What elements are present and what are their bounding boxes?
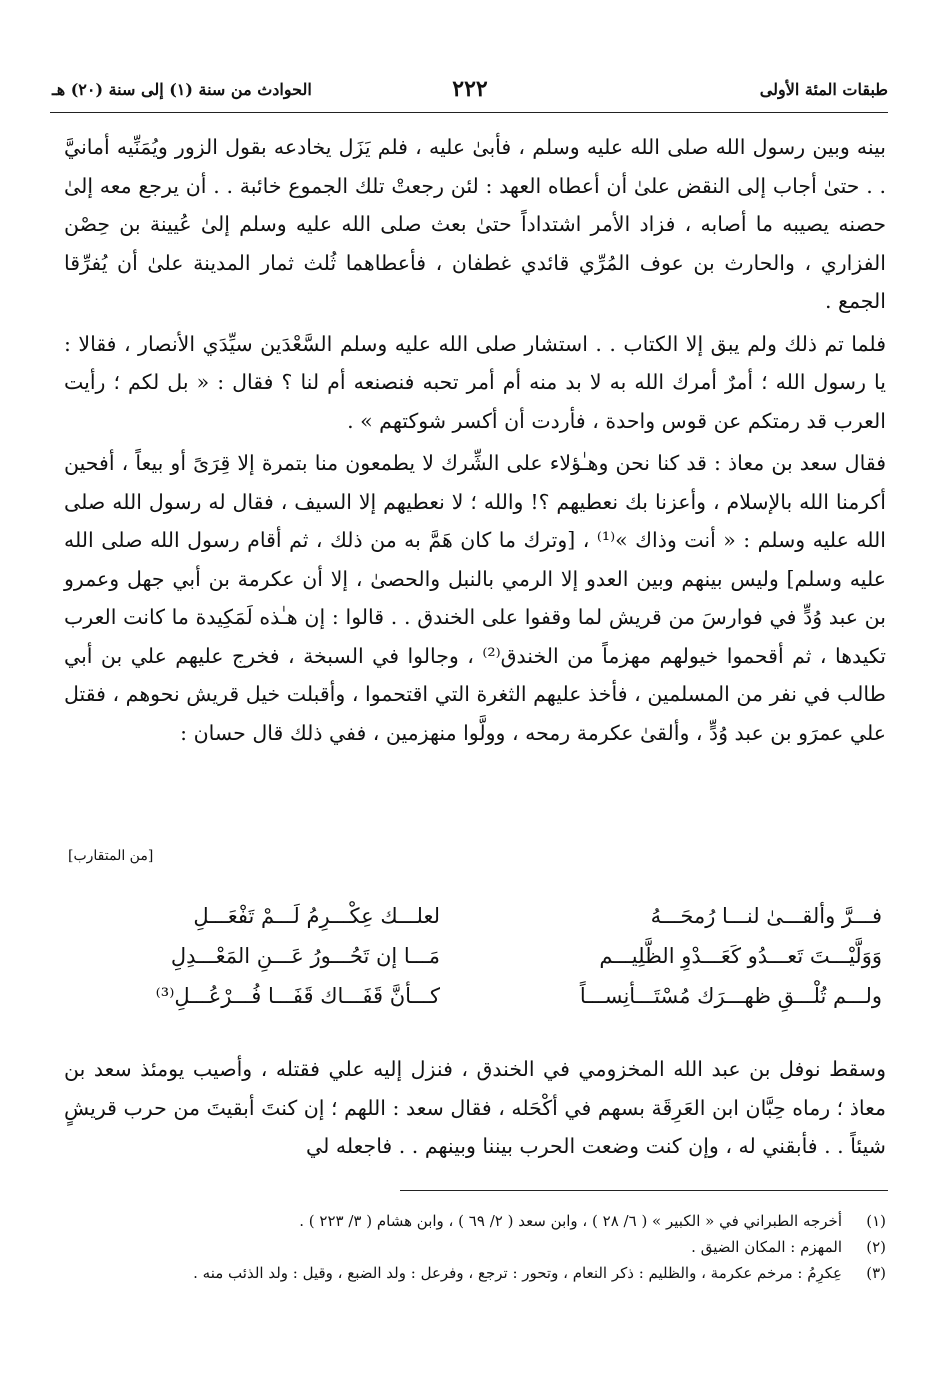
verse-first-hemistich: وَوَلَّيْـــتَ تَعـــدُو كَعَـــدْوِ الظَّلِيـــم	[599, 944, 882, 968]
section-title: الحوادث من سنة (١) إلى سنة (٢٠) هـ	[52, 80, 312, 99]
poem	[80, 896, 882, 1016]
footnote-text: المهزم : المكان الضيق .	[691, 1238, 842, 1256]
closing-text	[64, 1050, 886, 1166]
poem-verse	[80, 976, 882, 1016]
running-header	[52, 76, 888, 110]
verse-first-hemistich: ولـــم تُلْـــقِ ظهـــرَك مُسْتَـــأنِســـاً	[579, 984, 882, 1008]
verse-second-hemistich: مَـــا إن تَحُـــورُ عَـــنِ المَعْـــدِلِ	[170, 944, 440, 968]
paragraph: بينه وبين رسول الله صلى الله عليه وسلم ، فأبىٰ عليه ، فلم يَزَل يخادعه بقول الزور ويُمَنِّيه أمانيَّ . . حتىٰ أجاب إلى النقض علىٰ أن أعطاه العهد : لئن رجعتْ تلك الجموع خائبة . . أن يرجع معه إلىٰ حصنه يصيبه ما أصابه ، فزاد الأمر اشتداداً حتىٰ بعث صلى الله عليه وسلم إلىٰ عُيينة بن حِصْن الفزاري ، والحارث بن عوف المُرِّي قائدي غطفان ، فأعطاهما ثُلث ثمار المدينة علىٰ أن يُفرِّقا الجمع .	[64, 135, 886, 313]
verse-second-hemistich: كـــأنَّ قَفَـــاك قَفَـــا فُـــرْعُـــلِ⁽³⁾	[155, 984, 440, 1008]
poem-verse	[80, 896, 882, 936]
page-number: ٢٢٢	[452, 76, 488, 102]
footnote-rule	[400, 1190, 888, 1191]
poem-verse	[80, 936, 882, 976]
book-title: طبقات المئة الأولى	[759, 80, 888, 99]
footnote	[64, 1208, 886, 1234]
paragraph: وسقط نوفل بن عبد الله المخزومي في الخندق ، فنزل إليه علي فقتله ، وأصيب يومئذ سعد بن معاذ ؛ رماه حِبَّان ابن العَرِقَة بسهم في أكْحَله ، فقال سعد : اللهم ؛ إن كنتَ أبقيتَ من حرب قريشٍ شيئاً . . فأبقني له ، وإن كنت وضعت الحرب بيننا وبينهم . . فاجعله لي	[64, 1057, 886, 1158]
footnotes	[64, 1208, 886, 1286]
footnote-text: أخرجه الطبراني في « الكبير » ( ٦/ ٢٨ ) ، وابن سعد ( ٢/ ٦٩ ) ، وابن هشام ( ٣/ ٢٢٣ ) .	[299, 1212, 842, 1230]
footnote-text: عِكرِمُ : مرخم عكرمة ، والظليم : ذكر النعام ، وتحور : ترجع ، وفرعل : ولد الضبع ، وقيل : ولد الذئب منه .	[193, 1264, 842, 1282]
footnote-number: (١)	[866, 1212, 886, 1230]
paragraph: فلما تم ذلك ولم يبق إلا الكتاب . . استشار صلى الله عليه وسلم السَّعْدَين سيِّدَي الأنصار ، فقالا : يا رسول الله ؛ أمرٌ أمرك الله به لا بد منه أم أمر تحبه فنصنعه أم لنا ؟ فقال : « بل لكم ؛ رأيت العرب قد رمتكم عن قوس واحدة ، فأردت أن أكسر شوكتهم » .	[64, 331, 886, 433]
verse-first-hemistich: فـــرَّ وألقـــىٰ لنـــا رُمحَـــهُ	[650, 904, 882, 928]
footnote-number: (٢)	[866, 1238, 886, 1256]
paragraph: فقال سعد بن معاذ : قد كنا نحن وهـٰؤلاء على الشِّرك لا يطمعون منا بتمرة إلا قِرَىً أو بيعاً ، أفحين أكرمنا الله بالإسلام ، وأعزنا بك نعطيهم ؟! والله ؛ لا نعطيهم إلا السيف ، فقال له رسول الله صلى الله عليه وسلم : « أنت وذاك »⁽¹⁾ ، [وترك ما كان هَمَّ به من ذلك ، ثم أقام رسول الله صلى الله عليه وسلم] وليس بينهم وبين العدو إلا الرمي بالنبل والحصىٰ ، إلا أن عكرمة بن أبي جهل وعمرو بن عبد وُدٍّ في فوارسَ من قريش لما وقفوا على الخندق . . قالوا : إن هـٰذه لَمَكِيدة ما كانت العرب تكيدها ، ثم أقحموا خيولهم مهزماً من الخندق⁽²⁾ ، وجالوا في السبخة ، فخرج عليهم علي بن أبي طالب في نفر من المسلمين ، فأخذ عليهم الثغرة التي اقتحموا ، وأقبلت خيل قريش نحوهم ، فقتل علي عمرَو بن عبد وُدٍّ ، وألقىٰ عكرمة رمحه ، وولَّوا منهزمين ، ففي ذلك قال حسان :	[64, 451, 887, 745]
header-rule	[50, 112, 888, 113]
footnote-number: (٣)	[866, 1264, 886, 1282]
footnote	[64, 1260, 886, 1286]
main-text	[64, 128, 886, 752]
poem-meter-label: [من المتقارب]	[68, 848, 154, 864]
verse-second-hemistich: لعلـــك عِكْـــرِمُ لَـــمْ تَفْعَـــلِ	[193, 904, 440, 928]
footnote	[64, 1234, 886, 1260]
